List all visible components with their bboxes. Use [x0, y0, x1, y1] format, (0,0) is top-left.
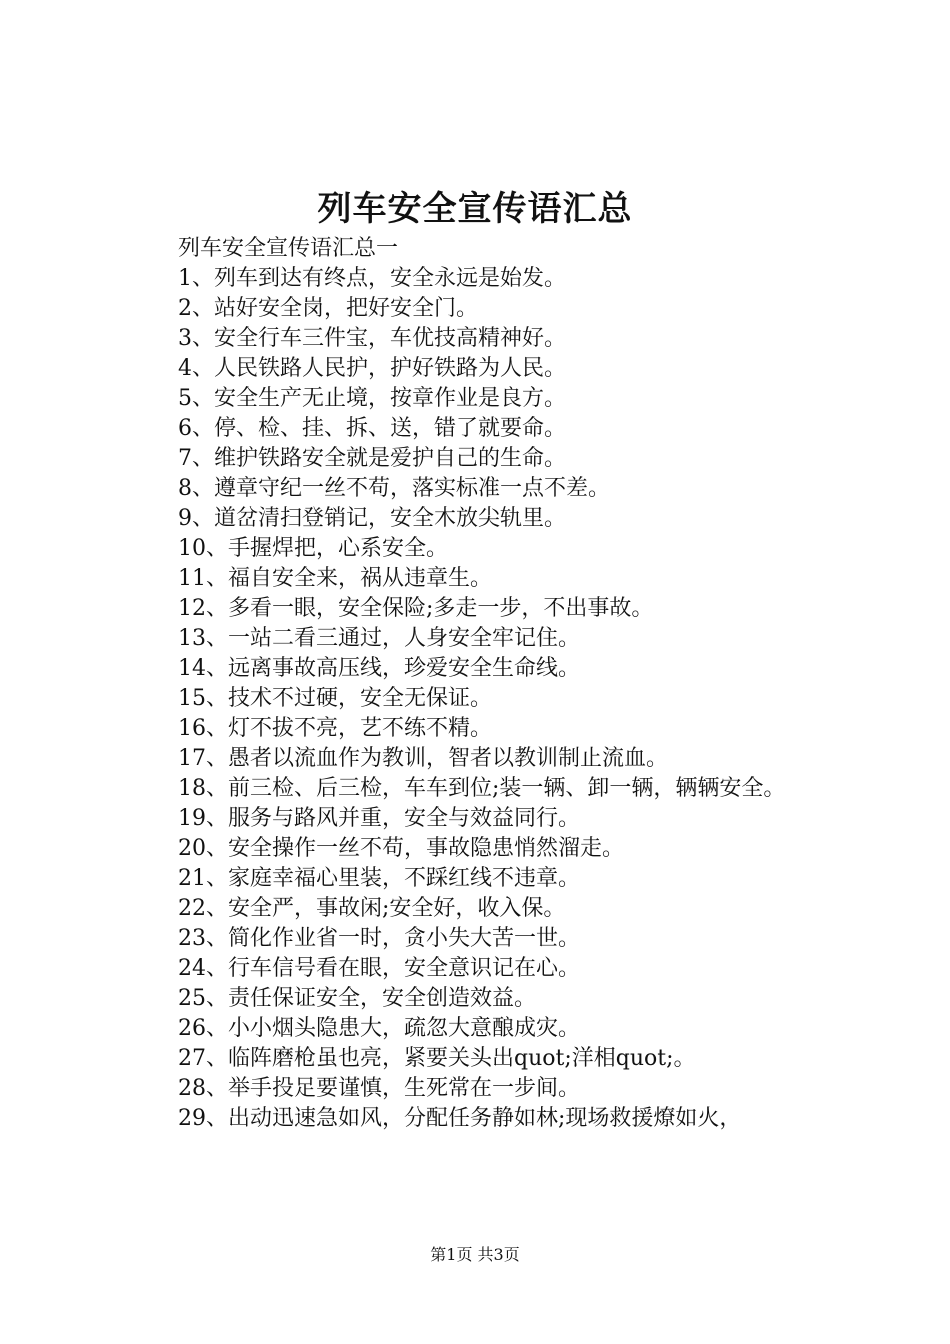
paragraph: 18、前三检、后三检，车车到位;装一辆、卸一辆，辆辆安全。: [178, 776, 786, 801]
paragraph: 19、服务与路风并重，安全与效益同行。: [178, 806, 580, 831]
paragraph: 1、列车到达有终点，安全永远是始发。: [178, 266, 566, 291]
paragraph: 22、安全严，事故闲;安全好，收入保。: [178, 896, 566, 921]
paragraph: 14、远离事故高压线，珍爱安全生命线。: [178, 656, 580, 681]
paragraph: 23、简化作业省一时，贪小失大苦一世。: [178, 926, 580, 951]
paragraph: 列车安全宣传语汇总一: [178, 236, 399, 261]
paragraph: 15、技术不过硬，安全无保证。: [178, 686, 492, 711]
paragraph: 21、家庭幸福心里装，不踩红线不违章。: [178, 866, 580, 891]
paragraph: 12、多看一眼，安全保险;多走一步，不出事故。: [178, 596, 654, 621]
paragraph: 8、遵章守纪一丝不苟，落实标准一点不差。: [178, 476, 610, 501]
paragraph: 20、安全操作一丝不苟，事故隐患悄然溜走。: [178, 836, 624, 861]
paragraph: 4、人民铁路人民护，护好铁路为人民。: [178, 356, 566, 381]
paragraph: 29、出动迅速急如风，分配任务静如林;现场救援燎如火，: [178, 1106, 742, 1131]
paragraph: 7、维护铁路安全就是爱护自己的生命。: [178, 446, 566, 471]
paragraph: 27、临阵磨枪虽也亮，紧要关头出quot;洋相quot;。: [178, 1046, 696, 1071]
paragraph: 26、小小烟头隐患大，疏忽大意酿成灾。: [178, 1016, 580, 1041]
paragraph: 25、责任保证安全，安全创造效益。: [178, 986, 536, 1011]
paragraph: 13、一站二看三通过，人身安全牢记住。: [178, 626, 580, 651]
page-title: 列车安全宣传语汇总: [317, 189, 633, 229]
paragraph: 24、行车信号看在眼，安全意识记在心。: [178, 956, 580, 981]
document-body: [130, 234, 835, 1134]
paragraph: 28、举手投足要谨慎，生死常在一步间。: [178, 1076, 580, 1101]
paragraph: 6、停、检、挂、拆、送，错了就要命。: [178, 416, 566, 441]
page-number-footer: 第1页 共3页: [430, 1245, 520, 1264]
paragraph: 9、道岔清扫登销记，安全木放尖轨里。: [178, 506, 566, 531]
paragraph: 3、安全行车三件宝，车优技高精神好。: [178, 326, 566, 351]
paragraph: 16、灯不拔不亮，艺不练不精。: [178, 716, 492, 741]
paragraph: 17、愚者以流血作为教训，智者以教训制止流血。: [178, 746, 668, 771]
paragraph: 10、手握焊把，心系安全。: [178, 536, 448, 561]
paragraph: 2、站好安全岗，把好安全门。: [178, 296, 478, 321]
paragraph: 11、福自安全来，祸从违章生。: [178, 566, 492, 591]
paragraph: 5、安全生产无止境，按章作业是良方。: [178, 386, 566, 411]
